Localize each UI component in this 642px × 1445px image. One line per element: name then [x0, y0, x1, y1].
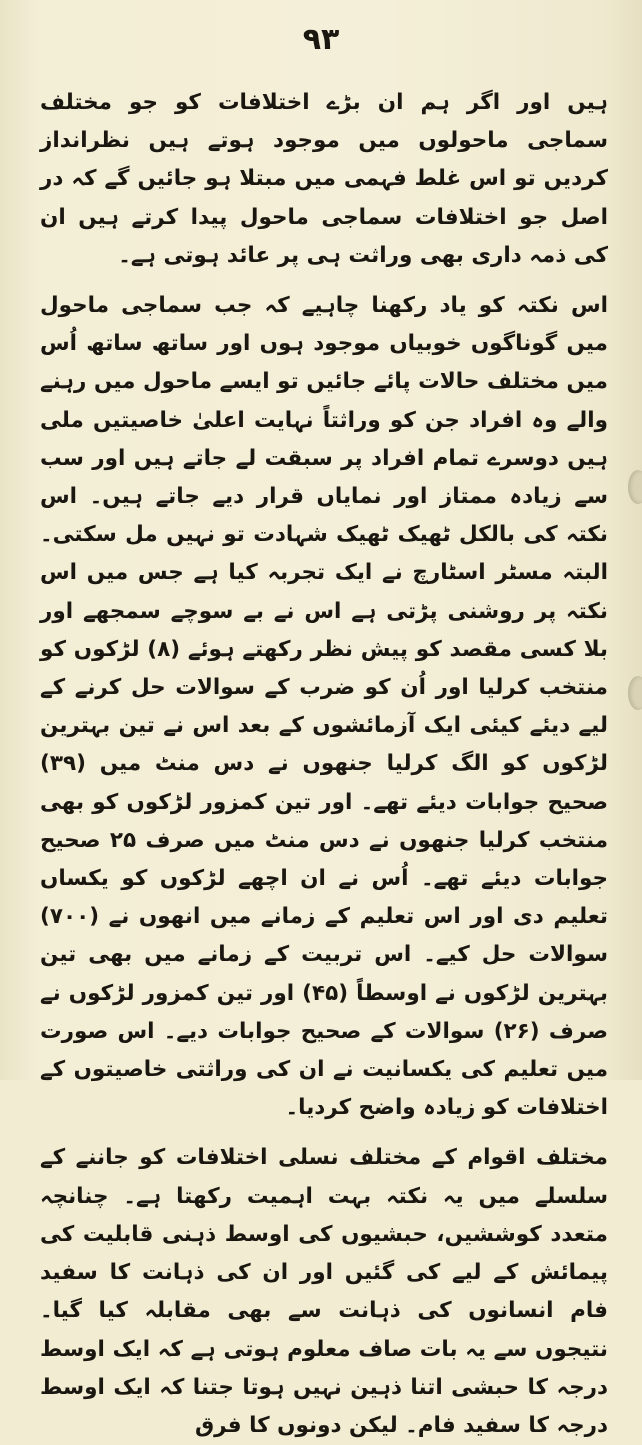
page-number: ۹۳	[302, 22, 340, 57]
paragraph-3: مختلف اقوام کے مختلف نسلی اختلافات کو جاننے کے سلسلے میں یہ نکتہ بہت اہمیت رکھتا ہے۔ چنانچہ متعدد کوششیں، حبشیوں کی اوسط ذہنی قابلیت کی پیمائش کے لیے کی گئیں اور ان کی ذہانت کا سفید فام انسانوں کی ذہانت سے بھی مقابلہ کیا گیا۔ نتیجوں سے یہ بات صاف معلوم ہوتی ہے کہ ایک اوسط درجہ کا حبشی اتنا ذہین نہیں ہوتا جتنا کہ ایک اوسط درجہ کا سفید فام۔ لیکن دونوں کا فرق	[40, 1145, 608, 1438]
binding-hole-top	[628, 470, 642, 504]
page-body	[40, 84, 608, 1445]
paragraph-1: ہیں اور اگر ہم ان بڑے اختلافات کو جو مختلف سماجی ماحولوں میں موجود ہوتے ہیں نظرانداز کردیں تو اس غلط فہمی میں مبتلا ہو جائیں گے کہ در اصل جو اختلافات سماجی ماحول پیدا کرتے ہیں ان کی ذمہ داری بھی وراثت ہی پر عائد ہوتی ہے۔	[40, 90, 608, 268]
binding-hole-bottom	[628, 676, 642, 710]
paragraph-2: اس نکتہ کو یاد رکھنا چاہیے کہ جب سماجی ماحول میں گوناگوں خوبیاں موجود ہوں اور ساتھ ساتھ اُس میں مختلف حالات پائے جائیں تو ایسے ماحول میں رہنے والے وہ افراد جن کو وراثتاً نہایت اعلیٰ خاصیتیں ملی ہیں دوسرے تمام افراد پر سبقت لے جاتے ہیں اور سب سے زیادہ ممتاز اور نمایاں قرار دیے جاتے ہیں۔ اس نکتہ کی بالکل ٹھیک ٹھیک شہادت تو نہیں مل سکتی۔ البتہ مسٹر اسٹارچ نے ایک تجربہ کیا ہے جس میں اس نکتہ پر روشنی پڑتی ہے اس نے بے سوچے سمجھے اور بلا کسی مقصد کو پیش نظر رکھتے ہوئے (۸) لڑکوں کو منتخب کرلیا اور اُن کو ضرب کے سوالات حل کرنے کے لیے دیئے کیئی ایک آزمائشوں کے بعد اس نے تین بہترین لڑکوں کو الگ کرلیا جنھوں نے دس منٹ میں (۳۹) صحیح جوابات دیئے تھے۔ اور تین کمزور لڑکوں کو بھی منتخب کرلیا جنھوں نے دس منٹ میں صرف ۲۵ صحیح جوابات دیئے تھے۔ اُس نے ان اچھے لڑکوں کو یکساں تعلیم دی اور اس تعلیم کے زمانے میں انھوں نے (۷۰۰) سوالات حل کیے۔ اس تربیت کے زمانے میں بھی تین بہترین لڑکوں نے اوسطاً (۴۵) اور تین کمزور لڑکوں نے صرف (۲۶) سوالات کے صحیح جوابات دیے۔ اس صورت میں تعلیم کی یکسانیت نے ان کی وراثتی خاصیتوں کے اختلافات کو زیادہ واضح کردیا۔	[40, 293, 609, 1121]
